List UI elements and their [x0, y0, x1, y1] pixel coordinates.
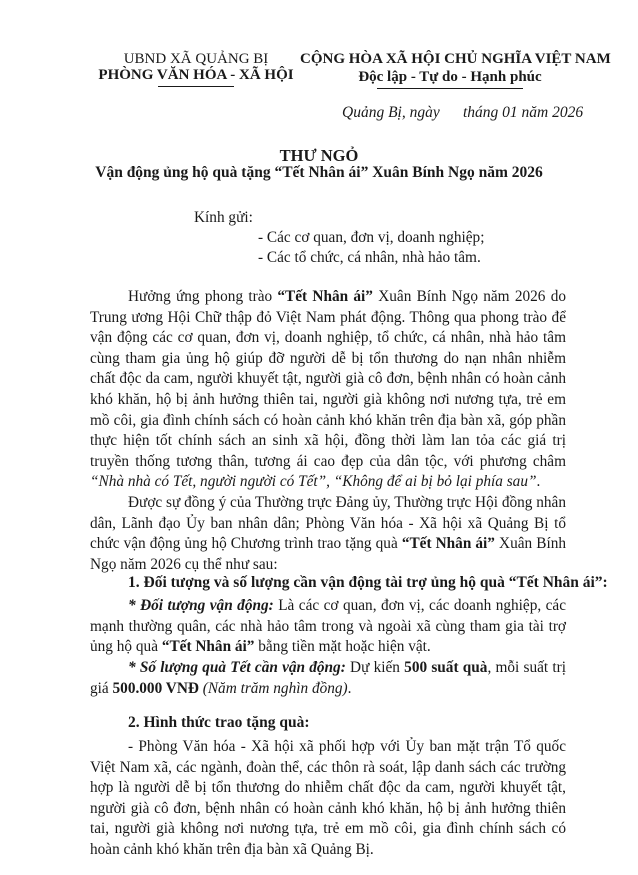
campaign-name: “Tết Nhân ái” [277, 288, 373, 305]
document-title: THƯ NGỎ [279, 146, 359, 165]
org-name: UBND XÃ QUẢNG BỊ [123, 51, 269, 67]
section-2-heading: 2. Hình thức trao tặng quà: [128, 714, 310, 731]
gift-count: 500 suất quà [404, 659, 488, 676]
gift-value-words: (Năm trăm nghìn đồng) [198, 679, 348, 697]
intro-paragraph-1: Hưởng ứng phong trào “Tết Nhân ái” Xuân Bính Ngọ năm 2026 do Trung ương Hội Chữ thập đỏ Việt Nam phát động. Thông qua phong trào để vận động các cơ quan, đơn vị, doanh nghiệp, tổ chức, cá nhân, nhà hảo tâm cùng tham gia ủng hộ giúp đỡ người dễ bị tổn thương do nạn nhân nhiễm chất độc da cam, người khuyết tật, người già cô đơn, bệnh nhân có hoàn cảnh khó khăn, hộ bị ảnh hưởng thiên tai, người già không nơi nương tựa, trẻ em mồ côi, gia đình chính sách có hoàn cảnh khó khăn trên địa bàn xã, góp phần thực hiện tốt chính sách an sinh xã hội, đồng thời làm lan tỏa các giá trị truyền thống tương thân, tương ái cao đẹp của dân tộc, với phương châm “Nhà nhà có Tết, người người có Tết”, “Không để ai bị bỏ lại phía sau”. [90, 288, 566, 491]
recipient-item: - Các tổ chức, cá nhân, nhà hảo tâm. [258, 249, 481, 266]
org-department: PHÒNG VĂN HÓA - XÃ HỘI [98, 67, 294, 83]
subtitle-text-end: Xuân Bính Ngọ năm 2026 [368, 164, 543, 181]
campaign-name: “Tết Nhân ái” [401, 535, 495, 553]
gift-value: 500.000 VNĐ [112, 679, 199, 697]
motto-quote: “Nhà nhà có Tết, người người có Tết”, “Không để ai bị bỏ lại phía sau” [90, 473, 537, 491]
document-subtitle [0, 164, 638, 182]
subtitle-text: Vận động ủng hộ quà tặng [95, 164, 275, 181]
section-2-text: - Phòng Văn hóa - Xã hội xã phối hợp với Ủy ban mặt trận Tổ quốc Việt Nam xã, các ngành, đoàn thể, các thôn rà soát, lập danh sách các trường hợp là người dễ bị tổn thương do nhiễm chất độc da cam, người khuyết tật, người già cô đơn, bệnh nhân có hoàn cảnh khó khăn, hộ bị ảnh hưởng thiên tai, người già không nơi nương tựa, trẻ em mồ côi, gia đình chính sách có hoàn cảnh khó khăn trên địa bàn xã Quảng Bị. [90, 738, 566, 858]
org-underline [158, 86, 234, 87]
subtitle-highlight: “Tết Nhân ái” [274, 164, 369, 181]
section-1-quantity: * Số lượng quà Tết cần vận động: Dự kiến 500 suất quà, mỗi suất trị giá 500.000 VNĐ (Năm trăm nghìn đồng). [90, 659, 566, 697]
quantity-label: * Số lượng quà Tết cần vận động: [128, 659, 346, 676]
target-label: * Đối tượng vận động: [128, 597, 274, 614]
section-1-target: * Đối tượng vận động: Là các cơ quan, đơn vị, các doanh nghiệp, các mạnh thường quân, các nhà hảo tâm trong và ngoài xã cùng tham gia tài trợ ủng hộ quà “Tết Nhân ái” bằng tiền mặt hoặc hiện vật. [90, 597, 566, 656]
intro-paragraph-2: Được sự đồng ý của Thường trực Đảng ủy, Thường trực Hội đồng nhân dân, Lãnh đạo Ủy ban nhân dân; Phòng Văn hóa - Xã hội xã Quảng Bị tổ chức vận động ủng hộ Chương trình trao tặng quà “Tết Nhân ái” Xuân Bính Ngọ năm 2026 cụ thể như sau: [90, 494, 566, 573]
national-title: CỘNG HÒA XÃ HỘI CHỦ NGHĨA VIỆT NAM [300, 51, 611, 67]
date-line: Quảng Bị, ngày tháng 01 năm 2026 [342, 104, 584, 121]
greeting: Kính gửi: [194, 209, 253, 226]
national-motto: Độc lập - Tự do - Hạnh phúc [358, 69, 542, 85]
section-1-heading: 1. Đối tượng và số lượng cần vận động tài trợ ủng hộ quà “Tết Nhân ái”: [128, 574, 608, 591]
campaign-name: “Tết Nhân ái” [161, 638, 255, 656]
recipient-item: - Các cơ quan, đơn vị, doanh nghiệp; [258, 229, 485, 246]
motto-underline [377, 88, 523, 89]
